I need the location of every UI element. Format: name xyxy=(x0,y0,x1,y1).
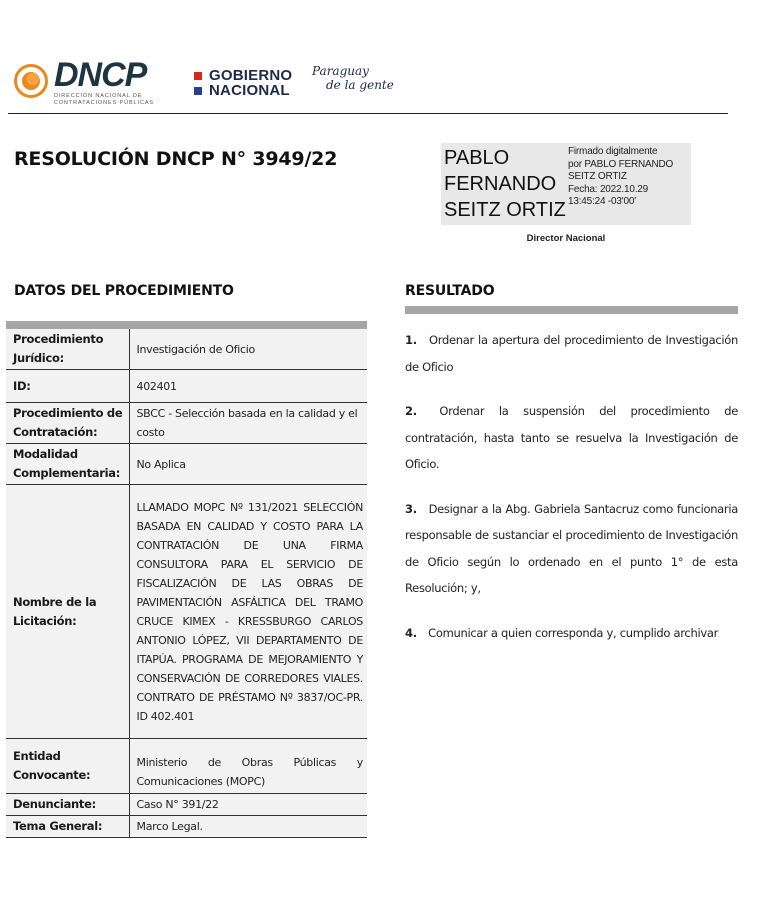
table-row xyxy=(6,485,367,739)
item-text: Ordenar la suspensión del procedimiento de contratación, hasta tanto se resuelva la Investigación de Oficio. xyxy=(405,404,738,471)
table-row xyxy=(6,739,367,794)
row-value: Ministerio de Obras Públicas y Comunicaciones (MOPC) xyxy=(129,739,367,794)
row-value: SBCC - Selección basada en la calidad y el costo xyxy=(129,403,367,444)
resultado-bar xyxy=(405,306,738,314)
table-row xyxy=(6,794,367,816)
datos-heading: DATOS DEL PROCEDIMIENTO xyxy=(14,283,234,299)
row-value: No Aplica xyxy=(129,444,367,485)
item-number: 1. xyxy=(405,333,417,347)
list-item xyxy=(405,398,738,478)
gobierno-nacional-logo xyxy=(194,68,292,98)
row-value: 402401 xyxy=(129,370,367,403)
table-header-bar xyxy=(6,321,367,329)
row-label: ID: xyxy=(6,370,129,403)
signature-date: Fecha: 2022.10.29 xyxy=(568,183,648,195)
blue-square-icon xyxy=(194,87,202,95)
table-row xyxy=(6,444,367,485)
table-row xyxy=(6,329,367,370)
row-label: Tema General: xyxy=(6,816,129,838)
row-value: Caso N° 391/22 xyxy=(129,794,367,816)
item-text: Comunicar a quien corresponda y, cumplido archivar xyxy=(428,625,719,640)
item-number: 4. xyxy=(405,625,417,640)
slogan-logo xyxy=(312,64,394,92)
row-label: Procedimiento de Contratación: xyxy=(6,403,129,444)
list-item xyxy=(405,620,738,647)
row-value: Investigación de Oficio xyxy=(136,342,255,356)
table-row xyxy=(6,403,367,444)
item-number: 3. xyxy=(405,501,417,516)
row-label: Modalidad Complementaria: xyxy=(6,444,129,485)
signature-time: 13:45:24 -03'00' xyxy=(568,196,636,208)
dncp-wordmark: DNCP xyxy=(54,56,147,94)
dncp-subtitle-line2: CONTRATACIONES PÚBLICAS xyxy=(54,99,154,106)
item-number: 2. xyxy=(405,404,417,418)
nacional-text: NACIONAL xyxy=(209,82,290,99)
slogan-line1: Paraguay xyxy=(312,64,369,78)
dncp-emblem-icon xyxy=(14,64,48,98)
row-label: Procedimiento Jurídico: xyxy=(6,329,129,370)
row-label: Denunciante: xyxy=(6,794,129,816)
dncp-subtitle xyxy=(54,93,154,106)
signer-name-line: FERNANDO xyxy=(444,173,557,195)
signer-name xyxy=(444,145,566,223)
gobierno-text: GOBIERNO xyxy=(209,67,293,84)
procedure-data-table xyxy=(6,329,367,838)
item-text: Designar a la Abg. Gabriela Santacruz como funcionaria responsable de sustanciar el procedimiento de Investigación de Oficio según lo ordenado en el punto 1° de esta Resolución; y, xyxy=(405,501,739,595)
item-text: Ordenar la apertura del procedimiento de Investigación de Oficio xyxy=(405,333,739,374)
list-item xyxy=(405,496,738,602)
dncp-logo xyxy=(12,56,162,106)
table-row xyxy=(6,370,367,403)
row-value: LLAMADO MOPC Nº 131/2021 SELECCIÓN BASADA EN CALIDAD Y COSTO PARA LA CONTRATACIÓN DE UNA FIRMA CONSULTORA PARA EL SERVICIO DE FISCALIZACIÓN DE LAS OBRAS DE PAVIMENTACIÓN ASFÁLTICA DEL TRAMO CRUCE KIMEX - KRESSBURGO CARLOS ANTONIO LÓPEZ, VII DEPARTAMENTO DE ITAPÚA. PROGRAMA DE MEJORAMIENTO Y CONSERVACIÓN DE CORREDORES VIALES. CONTRATO DE PRÉSTAMO Nº 3837/OC-PR. ID 402.401 xyxy=(129,485,367,739)
signature-detail-line: Firmado digitalmente xyxy=(568,146,658,157)
signer-name-line: PABLO xyxy=(444,147,510,169)
resultado-heading: RESULTADO xyxy=(405,283,495,299)
row-value: Marco Legal. xyxy=(129,816,367,838)
slogan-line2: de la gente xyxy=(326,78,394,92)
resolution-title: RESOLUCIÓN DNCP N° 3949/22 xyxy=(14,148,338,170)
row-label: Entidad Convocante: xyxy=(6,739,129,794)
header-divider xyxy=(8,113,728,114)
red-square-icon xyxy=(194,72,202,80)
signature-detail-line: por PABLO FERNANDO xyxy=(568,158,674,170)
signature-details xyxy=(568,146,673,209)
table-row xyxy=(6,816,367,838)
resultado-list xyxy=(405,327,738,664)
digital-signature-box xyxy=(441,143,691,225)
dncp-subtitle-line1: DIRECCIÓN NACIONAL DE xyxy=(54,93,143,99)
header-logos xyxy=(12,58,412,108)
row-label: Nombre de la Licitación: xyxy=(6,485,129,739)
signature-detail-line: SEITZ ORTIZ xyxy=(568,171,627,183)
signer-role: Director Nacional xyxy=(526,233,606,244)
list-item xyxy=(405,327,738,380)
signer-name-line: SEITZ ORTIZ xyxy=(444,199,566,221)
